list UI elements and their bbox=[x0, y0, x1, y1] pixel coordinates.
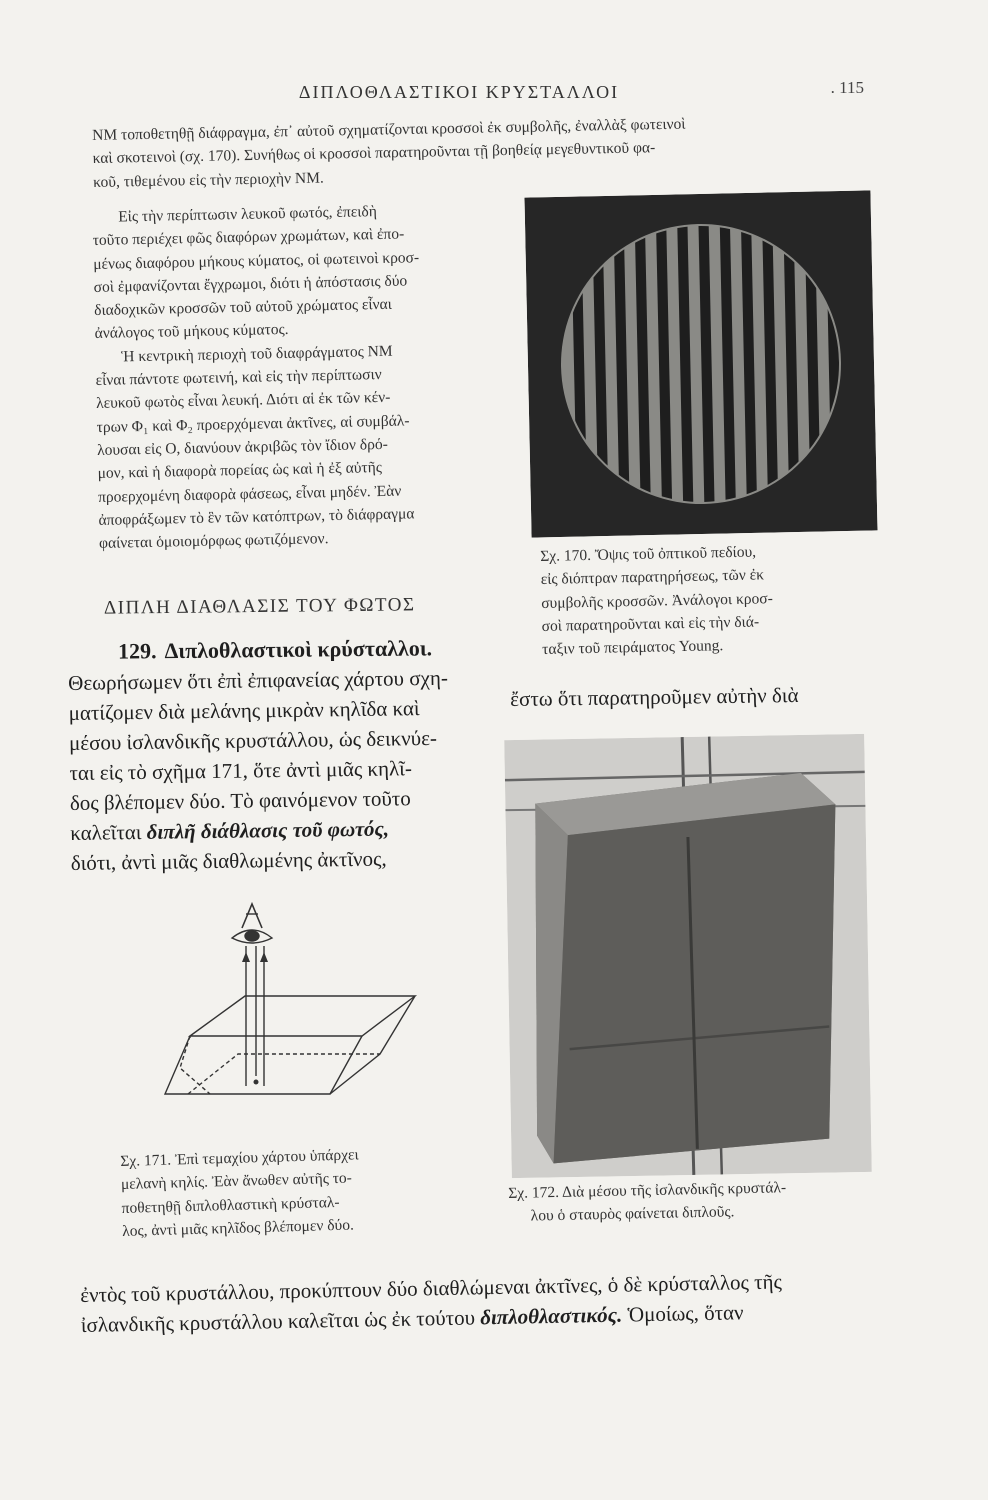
text-line: δος βλέπομεν δύο. Τὸ φαινόμενον τοῦτο bbox=[69, 786, 411, 815]
text-line: σοὶ παρατηροῦνται καὶ εἰς τὴν διά- bbox=[541, 613, 760, 635]
figure-171-crystal-diagram bbox=[150, 886, 430, 1136]
text-line: λου ὁ σταυρὸς φαίνεται διπλοῦς. bbox=[530, 1203, 735, 1225]
page-number: . 115 bbox=[830, 78, 864, 97]
text-line: τρων Φ₁ καὶ Φ₂ προερχόμεναι ἀκτῖνες, αἱ συμβάλ- bbox=[96, 412, 410, 436]
text-line: Σχ. 171. Ἐπὶ τεμαχίου χάρτου ὑπάρχει bbox=[120, 1146, 359, 1170]
text-line: μον, καὶ ἡ διαφορὰ πορείας ὡς καὶ ἡ ἐξ αὐτῆς bbox=[97, 459, 383, 483]
figure-172-crystal-photo bbox=[504, 734, 872, 1178]
text-span: καλεῖται bbox=[70, 819, 147, 845]
text-line: μένως διαφόρου μήκους κύματος, οἱ φωτεινοὶ κροσ- bbox=[93, 248, 420, 273]
caption-171 bbox=[120, 1140, 482, 1243]
text-line: ματίζομεν διὰ μελάνης μικρὰν κηλῖδα καὶ bbox=[68, 696, 420, 725]
text-line: ταξιν τοῦ πειράματος Young. bbox=[542, 637, 724, 659]
text-line: ἐντὸς τοῦ κρυστάλλου, προκύπτουν δύο διαθλώμεναι ἀκτῖνες, ὁ δὲ κρύσταλλος τῆς bbox=[80, 1269, 783, 1307]
subsection-number: 129. bbox=[117, 638, 157, 664]
text-span: Ὁμοίως, ὅταν bbox=[621, 1300, 744, 1327]
term-birefringent: διπλοθλαστικός. bbox=[479, 1302, 623, 1330]
text-line: εἰς διόπτραν παρατηρήσεως, τῶν ἐκ bbox=[540, 566, 765, 589]
text-line: προερχομένη διαφορὰ φάσεως, εἶναι μηδέν. Ἐὰν bbox=[97, 482, 402, 506]
text-line: ἀνάλογος τοῦ μήκους κύματος. bbox=[94, 321, 289, 343]
subsection-heading bbox=[118, 635, 432, 664]
main-paragraph bbox=[68, 662, 511, 878]
section-title: ΔΙΠΛΗ ΔΙΑΘΛΑΣΙΣ ΤΟΥ ΦΩΤΟΣ bbox=[103, 594, 416, 619]
running-head: ΔΙΠΛΟΘΛΑΣΤΙΚΟΙ ΚΡΥΣΤΑΛΛΟΙ bbox=[298, 82, 620, 102]
top-paragraph bbox=[92, 109, 873, 194]
text-line: ποθετηθῇ διπλοθλαστικὴ κρύσταλ- bbox=[121, 1193, 340, 1217]
text-line: μέσου ἰσλανδικῆς κρυστάλλου, ὡς δεικνύε- bbox=[68, 725, 438, 755]
left-paragraph bbox=[92, 197, 519, 555]
text-line: Ἡ κεντρικὴ περιοχὴ τοῦ διαφράγματος ΝΜ bbox=[120, 342, 393, 366]
text-line: ἀποφράξωμεν τὸ ἓν τῶν κατόπτρων, τὸ διάφραγμα bbox=[98, 505, 415, 529]
caption-172 bbox=[508, 1174, 889, 1229]
text-line: καὶ σκοτεινοὶ (σχ. 170). Συνήθως οἱ κροσσοὶ παρατηροῦνται τῇ βοηθείᾳ μεγεθυντικοῦ φα- bbox=[92, 139, 656, 168]
text-line: διότι, ἀντὶ μιᾶς διαθλωμένης ἀκτῖνος, bbox=[70, 846, 387, 875]
page-header bbox=[0, 78, 988, 110]
text-line: λευκοῦ φωτὸς εἶναι λευκή. Διότι αἱ ἐκ τῶν κέν- bbox=[95, 389, 391, 413]
text-line: λος, ἀντὶ μιᾶς κηλῖδος βλέπομεν δύο. bbox=[122, 1216, 355, 1240]
fringe-image bbox=[524, 190, 877, 537]
text-line: συμβολῆς κροσσῶν. Ἀνάλογοι κροσ- bbox=[541, 589, 773, 612]
figure-170-fringes bbox=[524, 190, 877, 537]
bottom-paragraph bbox=[80, 1264, 921, 1340]
text-line: Σχ. 172. Διὰ μέσου τῆς ἰσλανδικῆς κρυστάλ- bbox=[508, 1179, 787, 1202]
text-line: διαδοχικῶν κροσσῶν τοῦ αὐτοῦ χρώματος εἶναι bbox=[94, 295, 393, 320]
text-line: Σχ. 170. Ὄψις τοῦ ὀπτικοῦ πεδίου, bbox=[540, 543, 757, 565]
text-span: ἰσλανδικῆς κρυστάλλου καλεῖται ὡς ἐκ τούτου bbox=[80, 1305, 481, 1337]
text-line: λουσαι εἰς Ο, διανύουν ἀκριβῶς τὸν ἴδιον δρό- bbox=[96, 435, 388, 459]
text-line: σοὶ ἐμφανίζονται ἔγχρωμοι, διότι ἡ ἀπόστασις δύο bbox=[93, 272, 408, 296]
text-line: τοῦτο περιέχει φῶς διαφόρων χρωμάτων, καὶ ἐπο- bbox=[92, 225, 405, 250]
text-line: Θεωρήσωμεν ὅτι ἐπὶ ἐπιφανείας χάρτου σχη- bbox=[68, 665, 449, 695]
text-line: μελανὴ κηλίς. Ἐὰν ἄνωθεν αὐτῆς το- bbox=[120, 1169, 353, 1194]
subsection-title: Διπλοθλαστικοὶ κρύσταλλοι. bbox=[164, 635, 433, 664]
text-line: κοῦ, τιθεμένου εἰς τὴν περιοχὴν ΝΜ. bbox=[92, 169, 324, 191]
text-line: φαίνεται ὁμοιομόρφως φωτιζόμενον. bbox=[98, 530, 329, 553]
text-line: εἶναι πάντοτε φωτεινή, καὶ εἰς τὴν περίπτωσιν bbox=[95, 366, 382, 390]
term-double-refraction: διπλῆ διάθλασις τοῦ φωτός, bbox=[146, 816, 390, 844]
text-line: ΝΜ τοποθετηθῇ διάφραγμα, ἐπ᾽ αὐτοῦ σχηματίζονται κροσσοὶ ἐκ συμβολῆς, ἐναλλὰξ φωτεινοὶ bbox=[92, 115, 686, 144]
text-line: ται εἰς τὸ σχῆμα 171, ὅτε ἀντὶ μιᾶς κηλῖ- bbox=[69, 756, 413, 785]
caption-170 bbox=[540, 538, 882, 662]
text-line: Εἰς τὴν περίπτωσιν λευκοῦ φωτός, ἐπειδὴ bbox=[118, 203, 378, 226]
main-paragraph-continuation: ἔστω ὅτι παρατηροῦμεν αὐτὴν διὰ bbox=[510, 682, 799, 711]
